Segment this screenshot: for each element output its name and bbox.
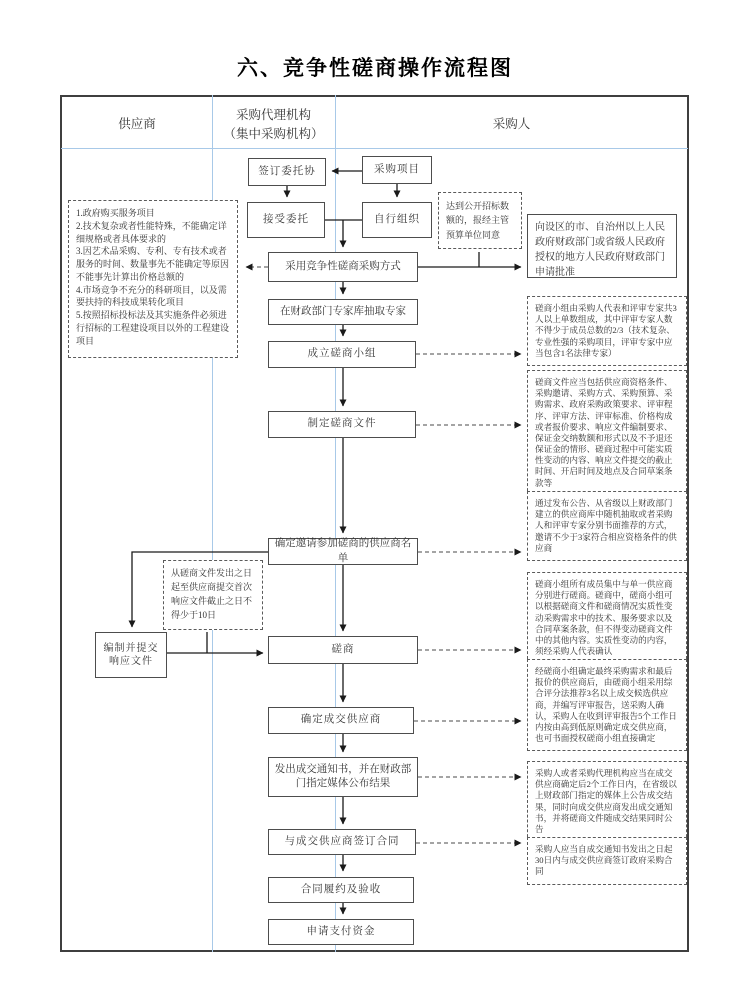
note-winner-determination: 经磋商小组确定最终采购需求和最后报价的供应商后，由磋商小组采用综合评分法推荐3名以上成交候选供应商，并编写评审报告，送采购人确认，采购人在收到评审报告5个工作日内按由高到低原则确定成交供应商，也可书面授权磋商小组直接确定 (527, 659, 687, 751)
condition-item: 5.按照招标投标法及其实施条件必须进行招标的工程建设项目以外的工程建设项目 (76, 310, 230, 346)
flow-box-request-payment: 申请支付资金 (268, 919, 414, 945)
condition-item: 2.技术复杂或者性能特殊，不能确定详细规格或者具体要求的 (76, 220, 227, 244)
column-header-supplier: 供应商 (118, 117, 156, 131)
flow-box-adopt-method: 采用竞争性磋商采购方式 (268, 252, 418, 282)
flow-box-accept-entrustment: 接受委托 (247, 202, 325, 238)
column-header-agency-line1: 采购代理机构 (235, 108, 311, 122)
condition-item: 3.因艺术品采购、专利、专有技术或者服务的时间、数量事先不能确定等原因不能事先计算出价格总额的 (76, 246, 230, 282)
header-separator (61, 148, 688, 149)
column-header-agency-line2: （集中采购机构） (223, 126, 324, 141)
note-bidding-threshold: 达到公开招标数额的，报经主管预算单位同意 (438, 192, 522, 249)
flow-box-sign-agreement: 签订委托协 (248, 158, 326, 186)
note-invitation-method: 通过发布公告、从省级以上财政部门建立的供应商库中随机抽取或者采购人和评审专家分别书面推荐的方式，邀请不少于3家符合相应资格条件的供应商 (527, 491, 687, 561)
flow-box-form-group: 成立磋商小组 (268, 341, 416, 368)
note-contract-deadline: 采购人应当自成交通知书发出之日起30日内与成交供应商签订政府采购合同 (527, 837, 687, 885)
note-response-deadline: 从磋商文件发出之日起至供应商提交首次响应文件截止之日不得少于10日 (163, 560, 263, 630)
flow-box-perform-accept: 合同履约及验收 (268, 877, 414, 903)
note-result-announcement: 采购人或者采购代理机构应当在成交供应商确定后2个工作日内，在省级以上财政部门指定的媒体上公告成交结果，同时向成交供应商发出成交通知书，并将磋商文件随成交结果同时公告 (527, 761, 687, 842)
flow-box-apply-approval: 向设区的市、自治州以上人民政府财政部门或省级人民政府授权的地方人民政府财政部门申请批准 (527, 214, 677, 278)
flow-box-extract-experts: 在财政部门专家库抽取专家 (268, 299, 418, 325)
flow-box-prepare-docs: 制定磋商文件 (268, 411, 416, 438)
condition-item: 1.政府购买服务项目 (76, 208, 155, 218)
column-header-purchaser: 采购人 (492, 117, 531, 131)
flow-box-prepare-response: 编制并提交响应文件 (95, 632, 167, 678)
condition-item: 4.市场竞争不充分的科研项目，以及需要扶持的科技成果转化项目 (76, 284, 227, 308)
note-group-composition: 磋商小组由采购人代表和评审专家共3人以上单数组成，其中评审专家人数不得少于成员总数的2/3（技术复杂、专业性强的采购项目，评审专家中应当包含1名法律专家） (527, 296, 687, 366)
flow-box-self-organize: 自行组织 (362, 202, 432, 238)
flow-box-issue-notice: 发出成交通知书，并在财政部门指定媒体公布结果 (268, 757, 418, 797)
flow-box-supplier-list: 确定邀请参加磋商的供应商名单 (268, 538, 418, 565)
flow-box-determine-winner: 确定成交供应商 (268, 707, 414, 734)
note-document-contents: 磋商文件应当包括供应商资格条件、采购邀请、采购方式、采购预算、采购需求、政府采购政策要求、评审程序、评审方法、评审标准、价格构成或者报价要求、响应文件编制要求、保证金交纳数额和形式以及不予退还保证金的情形、磋商过程中可能实质性变动的内容、响应文件提交的截止时间、开启时间及地点及合同草案条款等 (527, 370, 687, 496)
flow-box-consultation: 磋商 (268, 636, 418, 664)
column-header-agency (212, 106, 335, 144)
page-title: 六、竞争性磋商操作流程图 (237, 57, 513, 80)
flow-box-procurement-project: 采购项目 (362, 156, 432, 184)
note-applicable-conditions (68, 200, 238, 358)
note-consultation-rules: 磋商小组所有成员集中与单一供应商分别进行磋商。磋商中，磋商小组可以根据磋商文件和磋商情况实质性变动采购需求中的技术、服务要求以及合同草案条款，但不得变动磋商文件中的其他内容。实质性变动的内容，须经采购人代表确认 (527, 572, 687, 664)
flow-box-sign-contract: 与成交供应商签订合同 (268, 829, 416, 855)
column-separator-2 (335, 95, 336, 952)
